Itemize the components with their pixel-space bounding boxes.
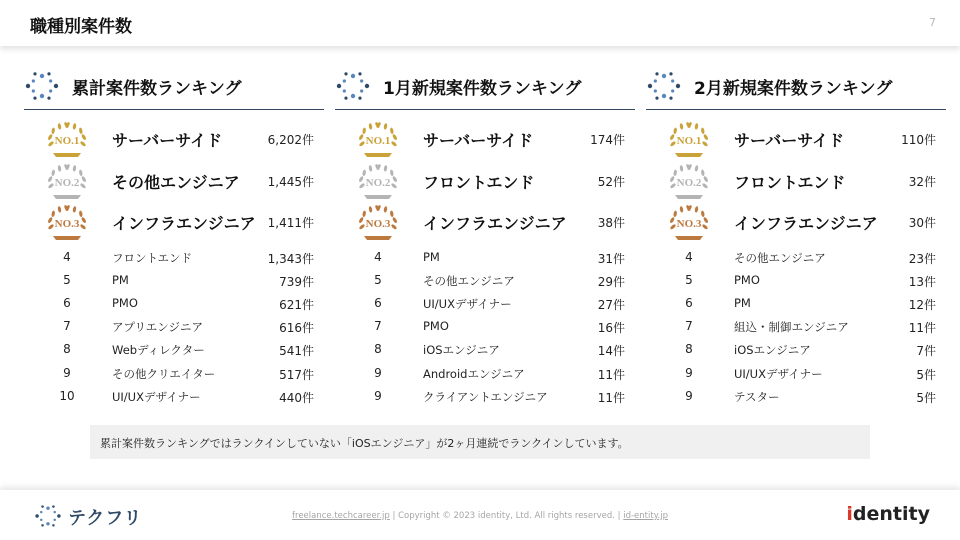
rank-number: 7 — [374, 319, 382, 334]
rank-count: 27件 — [597, 298, 625, 313]
top-rank-count: 32件 — [908, 175, 936, 189]
medal-label: NO.2 — [676, 177, 702, 189]
laurel-medal-icon — [355, 161, 401, 201]
rank-row — [335, 315, 635, 338]
laurel-medal-icon — [666, 119, 712, 159]
medal-label: NO.1 — [676, 135, 702, 147]
rank-number: 7 — [685, 319, 693, 334]
rank-row — [646, 362, 946, 385]
top-rank-name: その他エンジニア — [112, 173, 240, 192]
rank-count: 621件 — [279, 298, 314, 313]
copyright-text: Copyright © 2023 identity, Ltd. All rights reserved. — [398, 511, 615, 521]
medal-label: NO.2 — [365, 177, 391, 189]
rank-number: 6 — [63, 296, 71, 311]
rank-name: PM — [112, 273, 129, 288]
techcareer-link[interactable]: freelance.techcareer.jp — [292, 511, 390, 521]
laurel-medal-icon — [666, 161, 712, 201]
rank-name: Webディレクター — [112, 343, 205, 358]
rank-count: 440件 — [279, 390, 314, 405]
top-rank-row — [24, 161, 324, 202]
laurel-medal-icon — [666, 202, 712, 242]
rank-number: 7 — [63, 319, 71, 334]
rank-row — [335, 385, 635, 408]
rank-count: 11件 — [908, 321, 936, 336]
header — [0, 0, 960, 46]
dot-ring-logo-icon — [646, 68, 682, 104]
rank-number: 10 — [59, 388, 75, 403]
rank-row — [335, 269, 635, 292]
top-rank-name: サーバーサイド — [112, 131, 223, 150]
medal-label: NO.2 — [54, 177, 80, 189]
rank-number: 4 — [685, 250, 693, 264]
rank-number: 8 — [685, 342, 693, 357]
top-rank-count: 1,445件 — [267, 175, 314, 189]
rank-row — [335, 362, 635, 385]
rank-number: 5 — [685, 273, 693, 288]
rank-row — [24, 385, 324, 408]
rank-name: PMO — [734, 273, 760, 288]
page-number: 7 — [929, 16, 936, 29]
rank-number: 5 — [374, 273, 382, 288]
rank-row — [24, 292, 324, 315]
rank-name: テスター — [734, 389, 780, 404]
laurel-medal-icon — [44, 119, 90, 159]
laurel-medal-icon — [355, 202, 401, 242]
laurel-medal-icon — [44, 202, 90, 242]
rank-count: 541件 — [279, 344, 314, 359]
rank-name: UI/UXデザイナー — [112, 389, 201, 404]
column-header — [24, 64, 324, 110]
top-rank-row — [24, 119, 324, 160]
rank-count: 739件 — [279, 275, 314, 290]
rank-count: 11件 — [597, 367, 625, 382]
rank-number: 9 — [63, 365, 71, 380]
rank-name: 組込・制御エンジニア — [734, 320, 849, 335]
rank-row — [335, 246, 635, 269]
top-rank-name: フロントエンド — [734, 173, 846, 192]
rank-name: PMO — [112, 296, 138, 311]
top-rank-name: インフラエンジニア — [734, 214, 878, 233]
rank-name: iOSエンジニア — [734, 343, 811, 358]
rank-name: フロントエンド — [112, 251, 193, 265]
laurel-medal-icon — [355, 119, 401, 159]
top-rank-row — [646, 161, 946, 202]
medal-label: NO.3 — [365, 218, 391, 230]
column-title: 1月新規案件数ランキング — [383, 79, 582, 99]
top-rank-name: フロントエンド — [423, 173, 535, 192]
rank-count: 23件 — [908, 252, 936, 266]
top-rank-count: 174件 — [590, 133, 625, 147]
separator: | — [389, 511, 399, 521]
top-rank-name: インフラエンジニア — [112, 214, 256, 233]
top-rank-count: 38件 — [597, 216, 625, 230]
rank-name: UI/UXデザイナー — [734, 366, 823, 381]
top-rank-count: 6,202件 — [267, 133, 314, 147]
rank-row — [24, 338, 324, 361]
identity-logo-rest: dentity — [852, 503, 930, 525]
rank-number: 4 — [374, 250, 382, 264]
rank-count: 5件 — [916, 390, 936, 405]
footer — [0, 490, 960, 540]
rank-name: アプリエンジニア — [112, 320, 204, 335]
rank-row — [646, 292, 946, 315]
top-rank-row — [24, 202, 324, 243]
top-rank-count: 52件 — [597, 175, 625, 189]
note-text: 累計案件数ランキングではランクインしていない「iOSエンジニア」が2ヶ月連続でランクインしています。 — [100, 437, 629, 450]
top-rank-count: 1,411件 — [267, 216, 314, 230]
rank-count: 14件 — [597, 344, 625, 359]
rank-row — [24, 315, 324, 338]
identity-logo — [846, 503, 930, 525]
rank-name: その他エンジニア — [423, 274, 515, 289]
medal-label: NO.3 — [676, 218, 702, 230]
ranking-column — [335, 64, 635, 404]
column-title: 累計案件数ランキング — [72, 79, 242, 99]
rank-row — [646, 315, 946, 338]
ranking-column — [24, 64, 324, 404]
footer-brand: テクフリ — [68, 508, 143, 529]
rank-name: Androidエンジニア — [423, 366, 525, 381]
top-rank-row — [646, 202, 946, 243]
rank-row — [24, 362, 324, 385]
top-rank-count: 30件 — [908, 216, 936, 230]
rank-number: 5 — [63, 273, 71, 288]
top-rank-row — [646, 119, 946, 160]
rank-number: 8 — [63, 342, 71, 357]
rank-number: 4 — [63, 250, 71, 264]
rank-name: PM — [423, 250, 440, 264]
rank-count: 517件 — [279, 367, 314, 382]
rank-number: 6 — [685, 296, 693, 311]
rank-name: UI/UXデザイナー — [423, 297, 512, 312]
rank-name: PM — [734, 296, 751, 311]
rank-count: 616件 — [279, 321, 314, 336]
top-rank-row — [335, 161, 635, 202]
identity-logo-i: i — [846, 503, 853, 525]
rank-number: 9 — [374, 365, 382, 380]
rank-name: その他エンジニア — [734, 251, 826, 265]
rank-row — [24, 269, 324, 292]
top-rank-row — [335, 119, 635, 160]
separator: | — [614, 511, 624, 521]
dot-ring-logo-icon — [335, 68, 371, 104]
rank-name: iOSエンジニア — [423, 343, 500, 358]
rank-count: 16件 — [597, 321, 625, 336]
rank-count: 12件 — [908, 298, 936, 313]
rank-number: 9 — [374, 388, 382, 403]
top-rank-name: サーバーサイド — [423, 131, 534, 150]
rank-count: 5件 — [916, 367, 936, 382]
rank-number: 9 — [685, 365, 693, 380]
rank-row — [646, 269, 946, 292]
column-title: 2月新規案件数ランキング — [694, 79, 893, 99]
rank-count: 7件 — [916, 344, 936, 359]
rank-count: 11件 — [597, 390, 625, 405]
medal-label: NO.1 — [54, 135, 80, 147]
rank-name: その他クリエイター — [112, 366, 216, 381]
top-rank-name: サーバーサイド — [734, 131, 845, 150]
rank-row — [335, 292, 635, 315]
rank-number: 9 — [685, 388, 693, 403]
rank-count: 29件 — [597, 275, 625, 290]
column-header — [646, 64, 946, 110]
rank-row — [646, 246, 946, 269]
column-header — [335, 64, 635, 110]
dot-ring-logo-icon — [24, 68, 60, 104]
note-box — [90, 425, 870, 459]
rank-number: 6 — [374, 296, 382, 311]
rank-name: PMO — [423, 319, 449, 334]
medal-label: NO.1 — [365, 135, 391, 147]
laurel-medal-icon — [44, 161, 90, 201]
rank-name: クライアントエンジニア — [423, 389, 548, 404]
page-title: 職種別案件数 — [30, 17, 132, 37]
rank-count: 13件 — [908, 275, 936, 290]
rank-count: 31件 — [597, 252, 625, 266]
identity-link[interactable]: id-entity.jp — [623, 511, 668, 521]
rank-row — [335, 338, 635, 361]
ranking-column — [646, 64, 946, 404]
rank-count: 1,343件 — [267, 252, 314, 266]
top-rank-name: インフラエンジニア — [423, 214, 567, 233]
footer-copyright — [0, 511, 960, 521]
rank-row — [646, 338, 946, 361]
top-rank-count: 110件 — [901, 133, 936, 147]
rank-row — [646, 385, 946, 408]
medal-label: NO.3 — [54, 218, 80, 230]
top-rank-row — [335, 202, 635, 243]
rank-row — [24, 246, 324, 269]
rank-number: 8 — [374, 342, 382, 357]
